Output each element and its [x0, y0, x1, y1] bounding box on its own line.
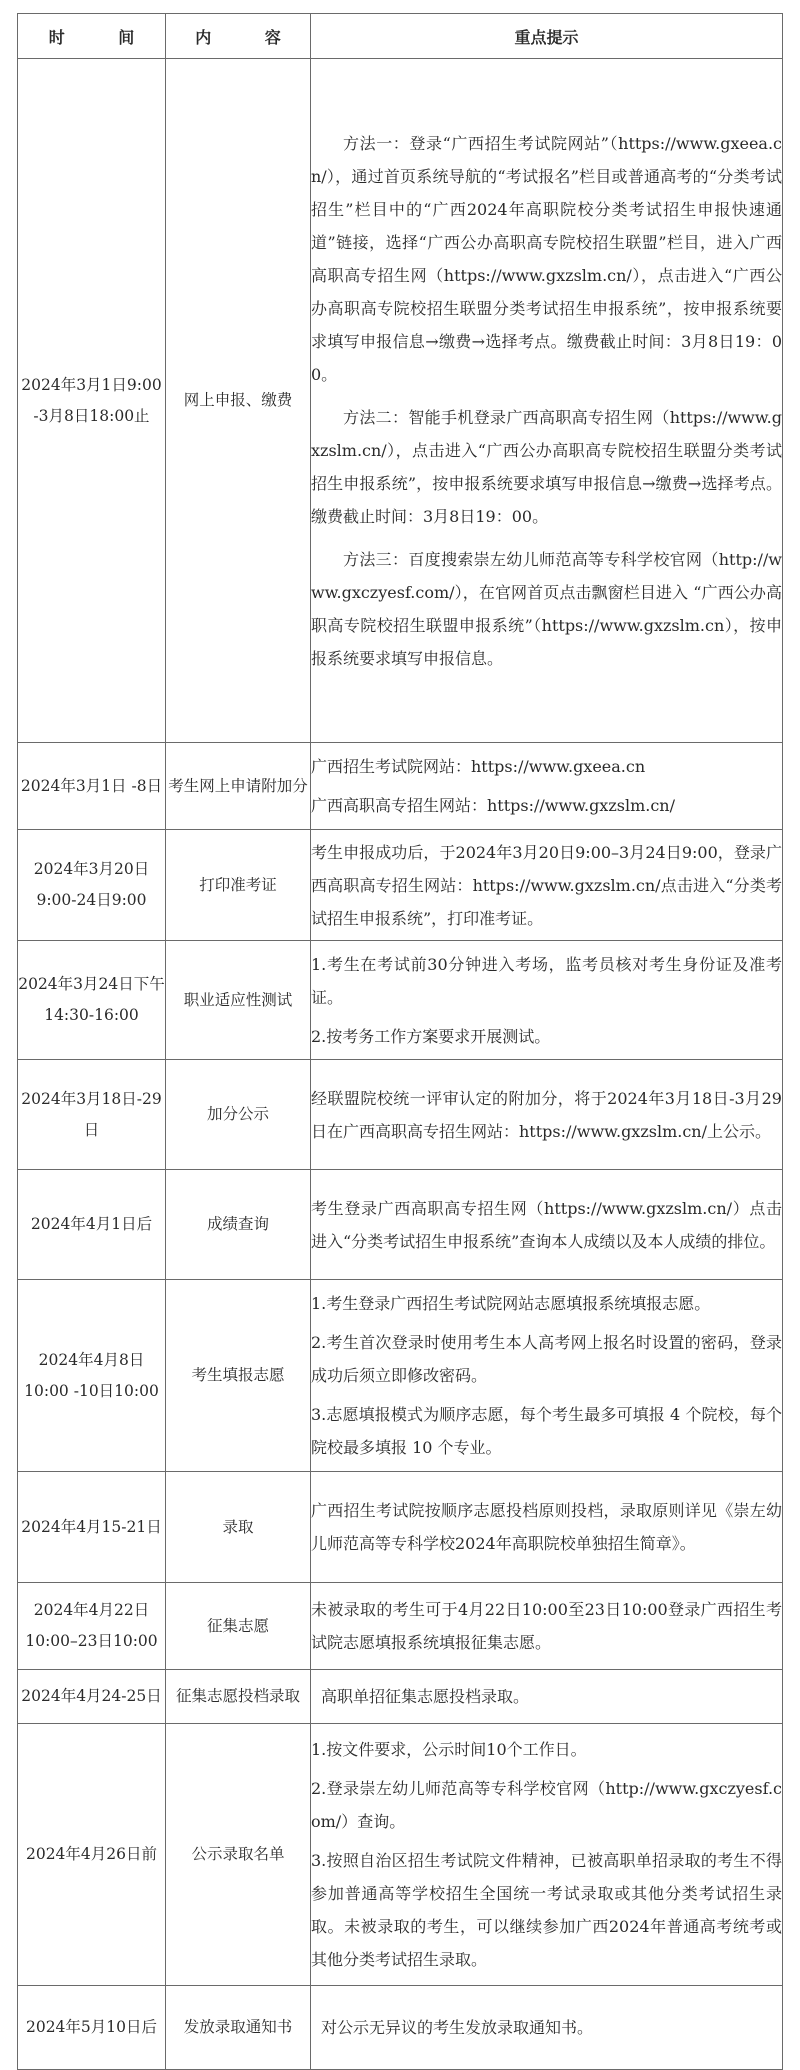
tip-paragraph: 经联盟院校统一评审认定的附加分，将于2024年3月18日-3月29日在广西高职高专招生网站：https://www.gxzslm.cn/上公示。: [311, 1088, 782, 1141]
tip-paragraph: 3.按照自治区招生考试院文件精神，已被高职单招录取的考生不得参加普通高等学校招生全国统一考试录取或其他分类考试招生录取。未被录取的考生，可以继续参加广西2024年普通高考统考或其他分类考试招生录取。: [311, 1851, 782, 1969]
schedule-container: [17, 13, 782, 2070]
row-time: 2024年4月26日前: [18, 1724, 166, 1986]
tip-paragraph: 广西高职高专招生网站：https://www.gxzslm.cn/: [311, 796, 676, 815]
row-item: 成绩查询: [166, 1170, 311, 1280]
tip-paragraph: 对公示无异议的考生发放录取通知书。: [321, 2018, 594, 2037]
tip-paragraph: 2.考生首次登录时使用考生本人高考网上报名时设置的密码，登录成功后须立即修改密码。: [311, 1333, 782, 1385]
table-row: [18, 1170, 783, 1280]
row-time: 2024年4月24-25日: [18, 1670, 166, 1724]
row-time: 2024年4月1日后: [18, 1170, 166, 1280]
row-tips: [311, 830, 783, 941]
row-time: 2024年5月10日后: [18, 1986, 166, 2070]
row-time: 2024年3月1日9:00 -3月8日18:00止: [18, 59, 166, 743]
tip-paragraph: 考生登录广西高职高专招生网（https://www.gxzslm.cn/）点击进入“分类考试招生申报系统”查询本人成绩以及本人成绩的排位。: [311, 1198, 782, 1251]
row-tips: [311, 1280, 783, 1472]
table-row: [18, 1670, 783, 1724]
row-item: 职业适应性测试: [166, 941, 311, 1060]
tip-paragraph: 2.登录崇左幼儿师范高等专科学校官网（http://www.gxczyesf.com/）查询。: [311, 1779, 782, 1831]
tip-paragraph: 未被录取的考生可于4月22日10:00至23日10:00登录广西招生考试院志愿填报系统填报征集志愿。: [311, 1600, 782, 1652]
row-tips: [311, 1170, 783, 1280]
row-time: 2024年3月24日下午14:30-16:00: [18, 941, 166, 1060]
tip-paragraph: 广西招生考试院按顺序志愿投档原则投档，录取原则详见《崇左幼儿师范高等专科学校2024年高职院校单独招生简章》。: [311, 1501, 782, 1553]
table-row: [18, 830, 783, 941]
row-tips: [311, 743, 783, 830]
row-time: 2024年3月1日 -8日: [18, 743, 166, 830]
row-time: 2024年4月15-21日: [18, 1472, 166, 1583]
table-row: [18, 1986, 783, 2070]
schedule-table: [17, 13, 783, 2070]
tip-paragraph: 1.考生在考试前30分钟进入考场，监考员核对考生身份证及准考证。: [311, 954, 782, 1007]
header-row: [18, 14, 783, 59]
table-row: [18, 1472, 783, 1583]
row-tips: [311, 1060, 783, 1170]
row-item: 录取: [166, 1472, 311, 1583]
row-tips: [311, 1670, 783, 1724]
header-tips: 重点提示: [311, 14, 783, 59]
row-time: 2024年3月20日 9:00-24日9:00: [18, 830, 166, 941]
tip-paragraph: 2.按考务工作方案要求开展测试。: [311, 1026, 551, 1046]
row-time: 2024年4月8日10:00 -10日10:00: [18, 1280, 166, 1472]
row-tips: [311, 1472, 783, 1583]
tip-paragraph: 方法一：登录“广西招生考试院网站”（https://www.gxeea.cn/），通过首页系统导航的“考试报名”栏目或普通高考的“分类考试招生”栏目中的“广西2024年高职院校分类考试招生申报快速通道”链接，选择“广西公办高职高专院校招生联盟”栏目，进入广西高职高专招生网（https://www.gxzslm.cn/），点击进入“广西公办高职高专院校招生联盟分类考试招生申报系统”，按申报系统要求填写申报信息→缴费→选择考点。缴费截止时间：3月8日19：00。: [311, 133, 782, 384]
tip-paragraph: 方法三：百度搜索崇左幼儿师范高等专科学校官网（http://www.gxczyesf.com/），在官网首页点击飘窗栏目进入 “广西公办高职高专院校招生联盟申报系统”（https://www.gxzslm.cn），按申报系统要求填写申报信息。: [311, 549, 782, 668]
row-item: 征集志愿: [166, 1583, 311, 1670]
row-time: 2024年3月18日-29日: [18, 1060, 166, 1170]
row-item: 网上申报、缴费: [166, 59, 311, 743]
row-item: 考生填报志愿: [166, 1280, 311, 1472]
row-time: 2024年4月22日 10:00–23日10:00: [18, 1583, 166, 1670]
header-time: 时 间: [18, 14, 166, 59]
table-row: [18, 1280, 783, 1472]
table-row: [18, 1583, 783, 1670]
row-item: 征集志愿投档录取: [166, 1670, 311, 1724]
table-row: [18, 743, 783, 830]
row-tips: [311, 1986, 783, 2070]
row-tips: [311, 1583, 783, 1670]
tip-paragraph: 高职单招征集志愿投档录取。: [321, 1687, 530, 1706]
table-row: [18, 1060, 783, 1170]
row-item: 发放录取通知书: [166, 1986, 311, 2070]
header-content: 内 容: [166, 14, 311, 59]
row-tips: [311, 1724, 783, 1986]
row-item: 考生网上申请附加分: [166, 743, 311, 830]
table-row: [18, 941, 783, 1060]
tip-paragraph: 方法二：智能手机登录广西高职高专招生网（https://www.gxzslm.cn/），点击进入“广西公办高职高专院校招生联盟分类考试招生申报系统”，按申报系统要求填写申报信息→缴费→选择考点。缴费截止时间：3月8日19：00。: [311, 407, 782, 526]
row-item: 加分公示: [166, 1060, 311, 1170]
table-row: [18, 59, 783, 743]
tip-paragraph: 1.考生登录广西招生考试院网站志愿填报系统填报志愿。: [311, 1294, 711, 1313]
tip-paragraph: 1.按文件要求，公示时间10个工作日。: [311, 1740, 587, 1759]
tip-paragraph: 广西招生考试院网站：https://www.gxeea.cn: [311, 757, 646, 776]
tip-paragraph: 考生申报成功后，于2024年3月20日9:00–3月24日9:00，登录广西高职高专招生网站：https://www.gxzslm.cn/点击进入“分类考试招生申报系统”，打印准考证。: [311, 842, 782, 928]
row-tips: [311, 941, 783, 1060]
row-item: 公示录取名单: [166, 1724, 311, 1986]
tip-paragraph: 3.志愿填报模式为顺序志愿，每个考生最多可填报 4 个院校，每个院校最多填报 10 个专业。: [311, 1405, 782, 1457]
table-row: [18, 1724, 783, 1986]
row-tips: [311, 59, 783, 743]
row-item: 打印准考证: [166, 830, 311, 941]
